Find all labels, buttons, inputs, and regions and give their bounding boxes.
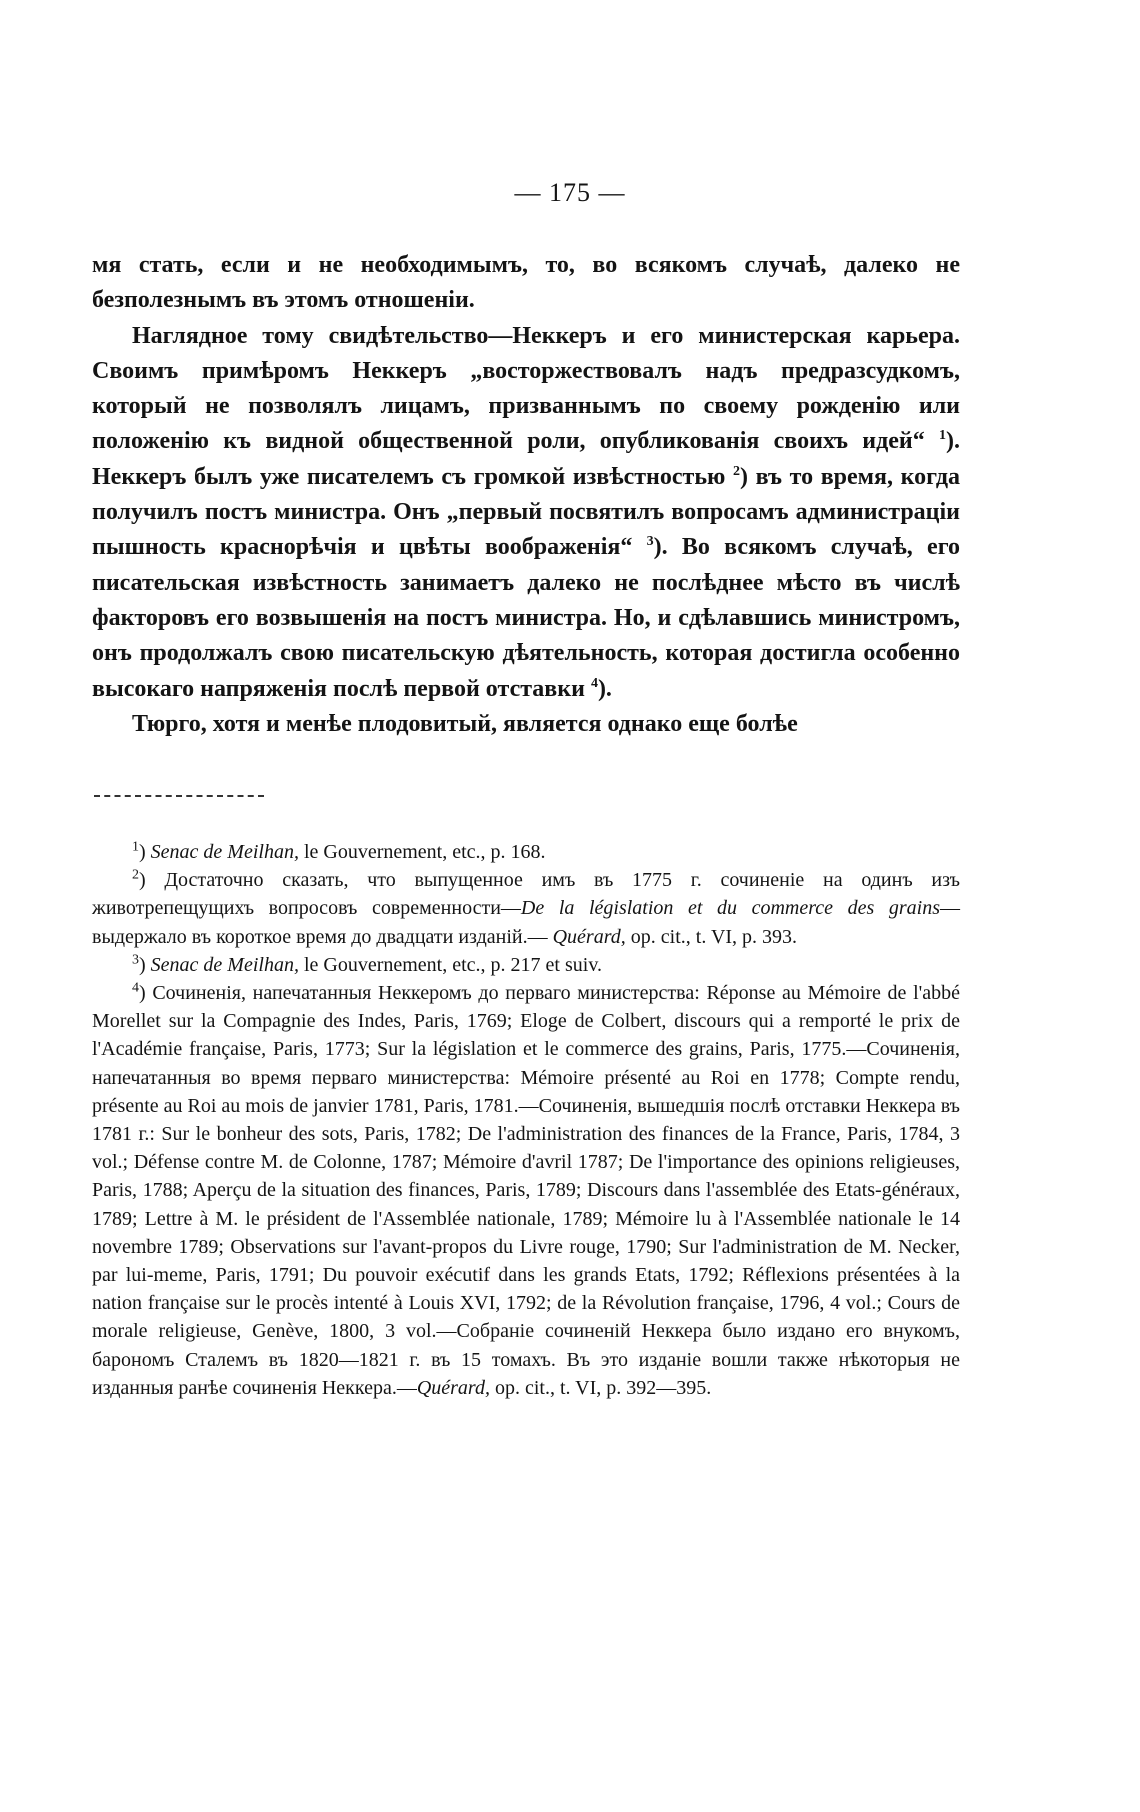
- footnote-1-mark: 1: [132, 839, 139, 855]
- footnote-4: [92, 979, 960, 1402]
- footnote-3-mark: 3: [132, 952, 139, 968]
- footnote-ref-2[interactable]: 2: [733, 463, 740, 479]
- paragraph-2-part-d: ). Во всякомъ случаѣ, его писательская извѣстность занимаетъ далеко не послѣднее мѣсто въ числѣ факторовъ его возвышенія на постъ министра. Но, и сдѣлавшись министромъ, онъ продолжалъ свою писательскую дѣятельность, которая достигла особенно высокаго напряженія послѣ первой отставки: [92, 534, 961, 702]
- footnote-1-text: le Gouvernement, etc., p. 168.: [298, 841, 546, 863]
- footnote-2-title: De la législation et du commerce des grains: [520, 897, 940, 920]
- paragraph-2-part-a: Наглядное тому свидѣтельство—Неккеръ и его министерская карьера. Своимъ примѣромъ Неккеръ „восторжествовалъ надъ предразсудкомъ, который не позволялъ лицамъ, призваннымъ по своему рожденію или положенію къ видной общественной роли, опубликованія своихъ идей“: [92, 322, 960, 455]
- footnote-ref-1[interactable]: 1: [939, 428, 946, 444]
- paragraph-3: Тюрго, хотя и менѣе плодовитый, является однако еще болѣе: [132, 710, 798, 737]
- paragraph-2: [92, 319, 960, 707]
- footnote-2: [92, 866, 960, 951]
- footnote-4-mark: 4: [132, 980, 139, 996]
- paragraph-1: мя стать, если и не необходимымъ, то, во всякомъ случаѣ, далеко не безполезнымъ въ этомъ отношеніи.: [92, 252, 960, 314]
- footnote-2-text-2: —выдержало въ короткое время до двадцати изданій.—: [92, 897, 960, 948]
- footnote-ref-4[interactable]: 4: [590, 675, 598, 691]
- footnote-2-author: Quérard,: [552, 925, 626, 948]
- paragraph-2-part-c: ) въ то время, когда получилъ постъ министра. Онъ „первый посвятилъ вопросамъ администраціи пышность краснорѣчія и цвѣты воображенія“: [92, 463, 960, 561]
- footnote-3: $^3$) Senac de Meilhan, le Gouvernement, etc., p. 217 et suiv.: [132, 952, 603, 976]
- footnote-3-author: Senac de Meilhan,: [150, 953, 299, 976]
- footnote-1: $^1$) Senac de Meilhan, le Gouvernement, etc., p. 168.: [132, 839, 546, 863]
- main-text: [92, 248, 960, 742]
- footnote-4-text-2: op. cit., t. VI, p. 392—395.: [489, 1376, 712, 1399]
- footnotes: [92, 838, 960, 1402]
- footnote-separator: [94, 795, 264, 797]
- footnote-2-text-1: ) Достаточно сказать, что выпущенное имъ въ 1775 г. сочиненіе на одинъ изъ животрепещущихъ вопросовъ современности—: [92, 869, 960, 920]
- footnote-2-mark: 2: [132, 867, 139, 883]
- footnote-1-author: Senac de Meilhan,: [150, 841, 299, 863]
- paragraph-2-part-b: ). Неккеръ былъ уже писателемъ съ громкой извѣстностью: [92, 428, 960, 490]
- footnote-4-text-1: ) Сочиненія, напечатанныя Неккеромъ до перваго министерства: Réponse au Mémoire de l'abbé Morellet sur la Compagnie des Indes, Paris, 1769; Eloge de Colbert, discours qui a remporté le prix de l'Académie française, Paris, 1773; Sur la législation et le commerce des grains, Paris, 1775.—Сочиненія, напечатанныя во время перваго министерства: Mémoire présenté au Roi en 1778; Compte rendu, présente au Roi au mois de janvier 1781, Paris, 1781.—Сочиненія, вышедшія послѣ отставки Неккера въ 1781 г.: Sur le bonheur des sots, Paris, 1782; De l'administration des finances de la France, Paris, 1784, 3 vol.; Défense contre M. de Colonne, 1787; Mémoire d'avril 1787; De l'importance des opinions religieuses, Paris, 1788; Aperçu de la situation des finances, Paris, 1789; Discours dans l'assemblée des Etats-généraux, 1789; Lettre à M. le président de l'Assemblée nationale, 1789; Mémoire lu à l'Assemblée nationale le 14 novembre 1789; Observations sur l'avant-propos du Livre rouge, 1790; Sur l'administration de M. Necker, par lui-meme, Paris, 1791; Du pouvoir exécutif dans les grands Etats, 1792; Réflexions présentées à la nation française sur le procès intenté à Louis XVI, 1792; de la Révolution française, 1796, 4 vol.; Cours de morale religieuse, Genève, 1800, 3 vol.—Собраніе сочиненій Неккера было издано его внукомъ, барономъ Сталемъ въ 1820—1821 г. въ 15 томахъ. Въ это изданіе вошли также нѣкоторыя не изданныя ранѣе сочиненія Неккера.—: [92, 982, 960, 1399]
- paragraph-2-part-e: ).: [597, 675, 612, 702]
- footnote-2-text-3: op. cit., t. VI, p. 393.: [625, 925, 798, 948]
- footnote-3-text: le Gouvernement, etc., p. 217 et suiv.: [298, 953, 603, 976]
- footnote-4-author: Quérard,: [416, 1376, 490, 1399]
- footnote-ref-3[interactable]: 3: [646, 534, 654, 550]
- page-number: — 175 —: [514, 178, 626, 207]
